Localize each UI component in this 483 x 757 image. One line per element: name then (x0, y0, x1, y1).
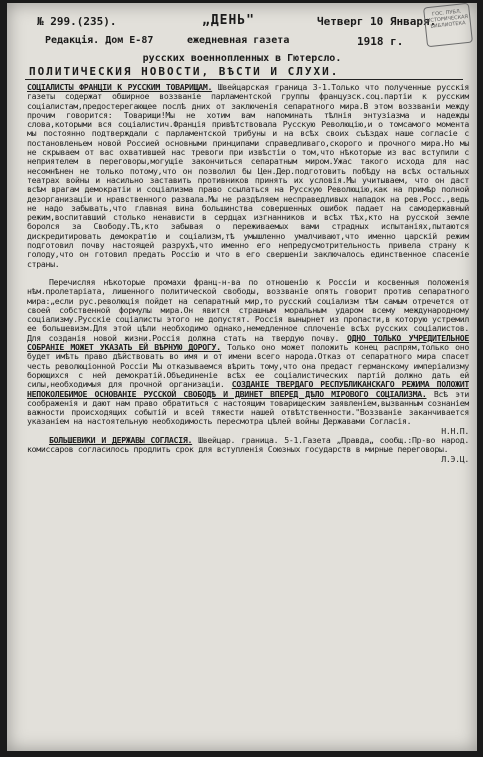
article1-headline: СОЦІАЛИСТЫ ФРАНЦІИ К РУССКИМ ТОВАРИЩАМ. (27, 83, 213, 92)
issue-number: № 299.(235). (37, 15, 117, 28)
library-stamp-text: ГОС. ПУБЛ. ИСТОРИЧЕСКАЯ БИБЛИОТЕКА (426, 8, 469, 30)
article2-headline: БОЛЬШЕВИКИ И ДЕРЖАВЫ СОГЛАСІЯ. (49, 434, 193, 445)
article-body (27, 83, 469, 743)
article1-paragraph1 (27, 83, 469, 269)
newspaper-title: „ДЕНЬ" (202, 13, 255, 28)
library-stamp (423, 3, 473, 47)
section-title: ПОЛИТИЧЕСКИЯ НОВОСТИ, ВѢСТИ И СЛУХИ. (29, 65, 340, 78)
article1-paragraph2 (27, 278, 469, 436)
article2-signature: Л.Э.Ц. (441, 453, 469, 464)
article1-text2: Перечисляя нѣкоторые промахи франц-н-ва по отношенію к Россіи и косвенныя положенія нѣм.пролетаріата, лишенного политической свободы, воззваніе опять говорит против сепаратного мира:„если рус.революція пойдет на сепаратный мир,то русский соціализм тѣм самым отречется от своей собственной формулы мира.Он явится страшным моральным ударом всему международному соціализму.Русскіе соціалисты этого не допустят. Россія вынырнет из пропасти,в которую устремил ее большевизм.Для этой цѣли необходимо однако,немедленное сплоченіе всѣх русских соціалистов. Для созданія новой жизни.Россія должна стать на твердую почву. (27, 276, 469, 343)
pow-line: русских военнопленных в Гютерсло. (142, 53, 342, 64)
article2-paragraph (27, 436, 469, 464)
article1-signature: Н.Н.П. (441, 425, 469, 436)
issue-year: 1918 г. (357, 35, 404, 48)
issue-date: Четверг 10 Января. (317, 15, 437, 28)
article1-emphasis2: СОЗДАНІЕ ТВЕРДАГО РЕСПУБЛИКАНСКАГО РЕЖИМА ПОЛОЖИТ НЕПОКОЛЕБИМОЕ ОСНОВАНІЕ РУССКОЙ СВОБОДѢ И ДВИНЕТ ВПЕРЕД ДѢЛО МІРОВОГО СОЦІАЛИЗМА. (27, 379, 469, 399)
section-rule (25, 79, 463, 80)
article1-text1: Швейцарская граница 3-1.Только что полученные русскія газеты содержат обширное воззваніе парламентской группы французск.соц.партіи к русским соціалистам,предостерегающее послѣ дних от заключенія сепаратного мира.В этом воззваніи между прочим говорится: Товарищи!Мы не хотим вам напоминать тѣлнія энтузіазма и надежды слова,которыми вся соціалистич.Франція привѣтствовала Русскую Революцію,и о томсамого момента мы постоянно подтверждали с парламентской трибуны и на всѣх своих съѣздах наше согласіе с постановленьем новой Россией основными принципами справедливаго,скорого и прочного мира.Но мы не скрываем от вас охватившей нас тревоги при извѣстіи о том,что нѣкоторые из вас вступили с неприятелем в переговоры,могущіе закончиться сепаратным миром.Ужас такого исхода для нас несомнѣнен не только потому,что он позволил бы Цен.Дер.подготовить побѣду на всѣх остальных театрах войны и насильно заставить противников принять их условія.Мы учитываем, что он даст всѣм врагам демократіи и соціализма право ссылаться на Русскую Революцію,как на примѣр полной дезорганизаціи и нравственного развала.Мы не раздѣляем несправедливых нападок на рев.Росс.,ведь не надо забывать,что главная вина большинства совершенных ошибок падает на самодержавный режим,воспитавший столько ненависти в сердцах изгнанников и всѣх тѣх,кто на русской земле боролся за Свободу.Тѣ,кто забывая о переживаемых вами страдных испытаніях,пытаются дискредитировать демократію и соціализм,тѣ умышленно умалчивают,что именно царскій режим подготовил почву настоящей разрухѣ,что именно его непредусмотрительность привела страну к голоду,что он готовил предать Россію и что в его свершеніи заключалось единственное спасеніе страны. (27, 83, 469, 269)
article1-text3: Только оно может положить конец распрям,только оно будет имѣть право дѣйствовать во имя и от имени всего народа.Отказ от сепаратного мира спасет честь революціонной Россіи Мы отказываемся вѣрить тому,что она предаст германскому имперіализму борющихся с ней демократій.Объединеніе всѣх ее соціалистических партій должно дать ей силы,необходимыя для прочной организаціи. (27, 342, 469, 390)
article1-emphasis1: ОДНО ТОЛЬКО УЧРЕДИТЕЛЬНОЕ СОБРАНІЕ МОЖЕТ УКАЗАТЬ ЕЙ ВѢРНУЮ ДОРОГУ. (27, 332, 469, 353)
newspaper-subtitle: ежедневная газета (187, 35, 290, 46)
masthead (17, 9, 467, 51)
article2-text: Швейцар. граница. 5-1.Газета „Правда„ сообщ.:Пр-во народ. комиссаров согласилось продлить срок для вступленія Союзных государств в мирные переговоры. (27, 434, 469, 455)
newspaper-page (7, 3, 477, 751)
editorial-address: Редакція. Дом Е-87 (45, 35, 154, 46)
article1-text4: Всѣ эти соображенія и дают нам право обратиться с настоящим товарищеским заявленіем,вызванным сознаніем важности происходящих событій и всей тяжести нашей отвѣтственности."Воззваніе заканчивается указаніем на настоятельную необходимость пересмотра цѣлей войны Державами Согласія. (27, 388, 469, 427)
